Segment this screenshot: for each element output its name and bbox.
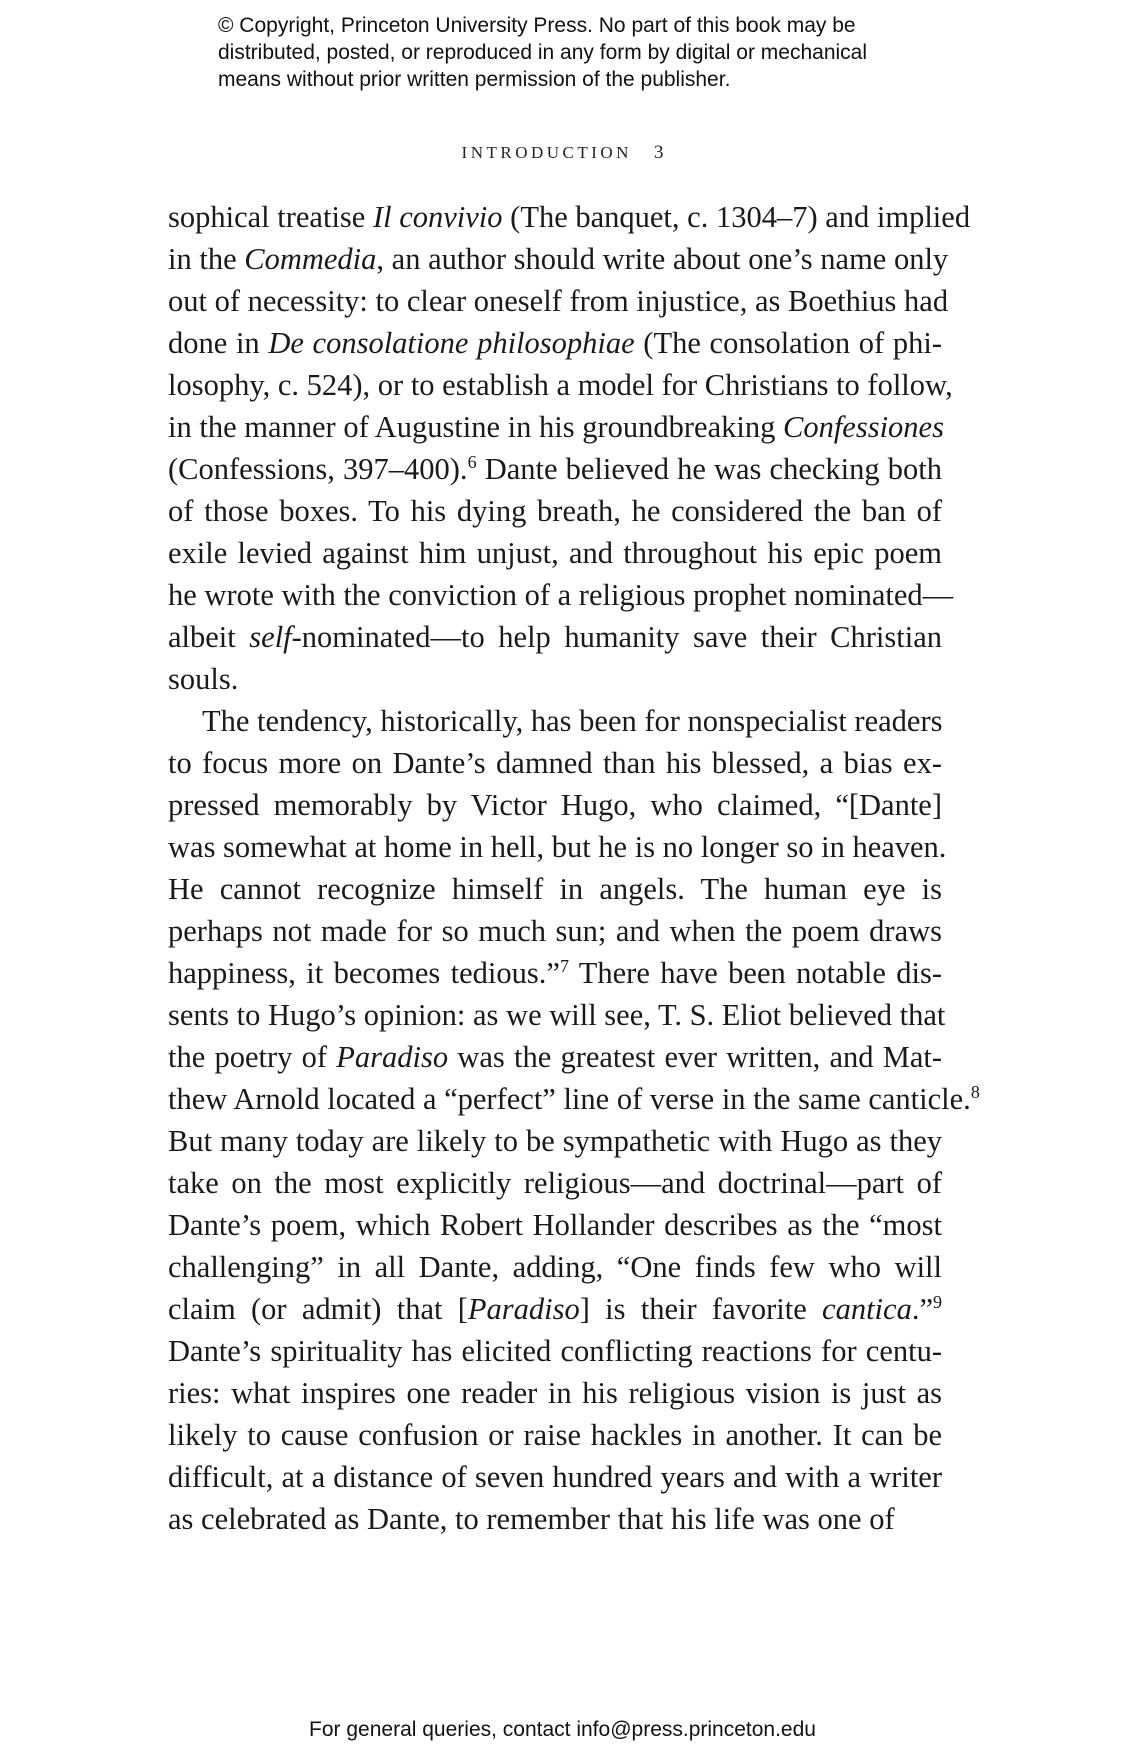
italic-text: self — [249, 620, 292, 654]
text-segment: take on the most explicitly religious—and doctrinal—part of — [168, 1166, 942, 1200]
text-segment: (Confessions, 397–400). — [168, 452, 468, 486]
text-segment: pressed memorably by Victor Hugo, who claimed, “[Dante] — [168, 788, 942, 822]
text-segment: The tendency, historically, has been for nonspecialist readers — [202, 704, 943, 738]
text-line — [168, 1372, 942, 1414]
text-line — [168, 196, 971, 238]
text-line — [168, 364, 953, 406]
footnote-ref: 6 — [467, 451, 477, 472]
text-line — [168, 280, 949, 322]
copyright-notice — [218, 12, 1018, 93]
text-segment: done in — [168, 326, 269, 360]
text-segment: claim (or admit) that [ — [168, 1292, 468, 1326]
text-line — [168, 1288, 942, 1330]
text-segment: of those boxes. To his dying breath, he considered the ban of — [168, 494, 942, 528]
text-segment: Dante believed he was checking both — [476, 452, 942, 486]
text-segment: .” — [911, 1292, 933, 1326]
text-line — [168, 1414, 942, 1456]
copyright-line: © Copyright, Princeton University Press. No part of this book may be — [218, 14, 856, 37]
text-segment: was somewhat at home in hell, but he is no longer so in heaven. — [168, 830, 947, 864]
text-segment: sophical treatise — [168, 200, 373, 234]
text-segment: ries: what inspires one reader in his religious vision is just as — [168, 1376, 942, 1410]
copyright-line: distributed, posted, or reproduced in any form by digital or mechanical — [218, 41, 868, 64]
text-segment: (The consolation of phi- — [634, 326, 943, 360]
footnote-ref: 9 — [933, 1291, 942, 1312]
text-line — [168, 868, 942, 910]
text-segment: souls. — [168, 662, 239, 696]
text-line — [168, 826, 947, 868]
footnote-ref: 7 — [559, 955, 569, 976]
italic-text: Il convivio — [372, 200, 503, 234]
text-line — [168, 994, 946, 1036]
text-segment: in the manner of Augustine in his groundbreaking — [168, 410, 783, 444]
text-segment: , an author should write about one’s name only — [376, 242, 949, 276]
text-line — [168, 952, 942, 994]
text-segment: perhaps not made for so much sun; and when the poem draws — [168, 914, 942, 948]
text-line — [168, 784, 942, 826]
text-line — [168, 1036, 942, 1078]
text-segment: (The banquet, c. 1304–7) and implied — [502, 200, 971, 234]
text-line — [168, 910, 942, 952]
text-segment: was the greatest ever written, and Mat- — [448, 1040, 942, 1074]
text-segment: in the — [168, 242, 245, 276]
text-line — [168, 1498, 942, 1540]
text-line — [168, 1246, 942, 1288]
text-line — [168, 574, 954, 616]
text-segment: losophy, c. 524), or to establish a model for Christians to follow, — [168, 368, 953, 402]
text-segment: challenging” in all Dante, adding, “One finds few who will — [168, 1250, 942, 1284]
text-segment: Dante’s poem, which Robert Hollander describes as the “most — [168, 1208, 942, 1242]
footer-contact: For general queries, contact info@press.princeton.edu — [309, 1718, 816, 1741]
text-segment: as celebrated as Dante, to remember that his life was one of — [168, 1502, 895, 1536]
text-line — [168, 532, 942, 574]
text-segment: There have been notable dis- — [568, 956, 942, 990]
text-segment: likely to cause confusion or raise hackles in another. It can be — [168, 1418, 942, 1452]
italic-text: De consolatione philosophiae — [268, 326, 635, 360]
text-line — [168, 1456, 942, 1498]
text-segment: he wrote with the conviction of a religious prophet nominated— — [168, 578, 954, 612]
text-line — [168, 1204, 942, 1246]
text-segment: Dante’s spirituality has elicited conflicting reactions for centu- — [168, 1334, 942, 1368]
text-segment: difficult, at a distance of seven hundred years and with a writer — [168, 1460, 942, 1494]
text-line — [168, 1120, 942, 1162]
footnote-ref: 8 — [970, 1081, 980, 1102]
text-line — [168, 322, 942, 364]
text-line — [168, 448, 942, 490]
italic-text: Paradiso — [336, 1040, 449, 1074]
copyright-line: means without prior written permission of the publisher. — [218, 68, 731, 91]
text-line — [168, 406, 942, 448]
text-segment: out of necessity: to clear oneself from injustice, as Boethius had — [168, 284, 949, 318]
italic-text: Commedia — [244, 242, 377, 276]
text-segment: But many today are likely to be sympathetic with Hugo as they — [168, 1124, 942, 1158]
text-segment: happiness, it becomes tedious.” — [168, 956, 560, 990]
text-segment: the poetry of — [168, 1040, 337, 1074]
text-line — [168, 616, 942, 658]
text-line — [168, 490, 942, 532]
text-line — [168, 1078, 980, 1120]
italic-text: cantica — [822, 1292, 912, 1326]
text-segment: He cannot recognize himself in angels. The human eye is — [168, 872, 942, 906]
italic-text: Paradiso — [467, 1292, 580, 1326]
running-head-title: INTRODUCTION — [461, 143, 632, 162]
text-segment: to focus more on Dante’s damned than his blessed, a bias ex- — [168, 746, 942, 780]
body-text — [168, 196, 980, 1540]
text-segment: albeit — [168, 620, 250, 654]
text-line — [168, 658, 942, 700]
text-segment: exile levied against him unjust, and throughout his epic poem — [168, 536, 942, 570]
text-line — [168, 238, 949, 280]
italic-text: Confessiones — [782, 410, 944, 444]
text-segment: ] is their favorite — [579, 1292, 823, 1326]
running-head — [0, 142, 1125, 164]
text-line — [168, 1330, 942, 1372]
text-segment: -nominated—to help humanity save their Christian — [291, 620, 943, 654]
text-line — [168, 742, 942, 784]
text-segment: thew Arnold located a “perfect” line of verse in the same canticle. — [168, 1082, 971, 1116]
text-segment: sents to Hugo’s opinion: as we will see, T. S. Eliot believed that — [168, 998, 946, 1032]
page-number: 3 — [653, 142, 664, 163]
text-line — [168, 1162, 942, 1204]
text-line — [168, 700, 942, 742]
